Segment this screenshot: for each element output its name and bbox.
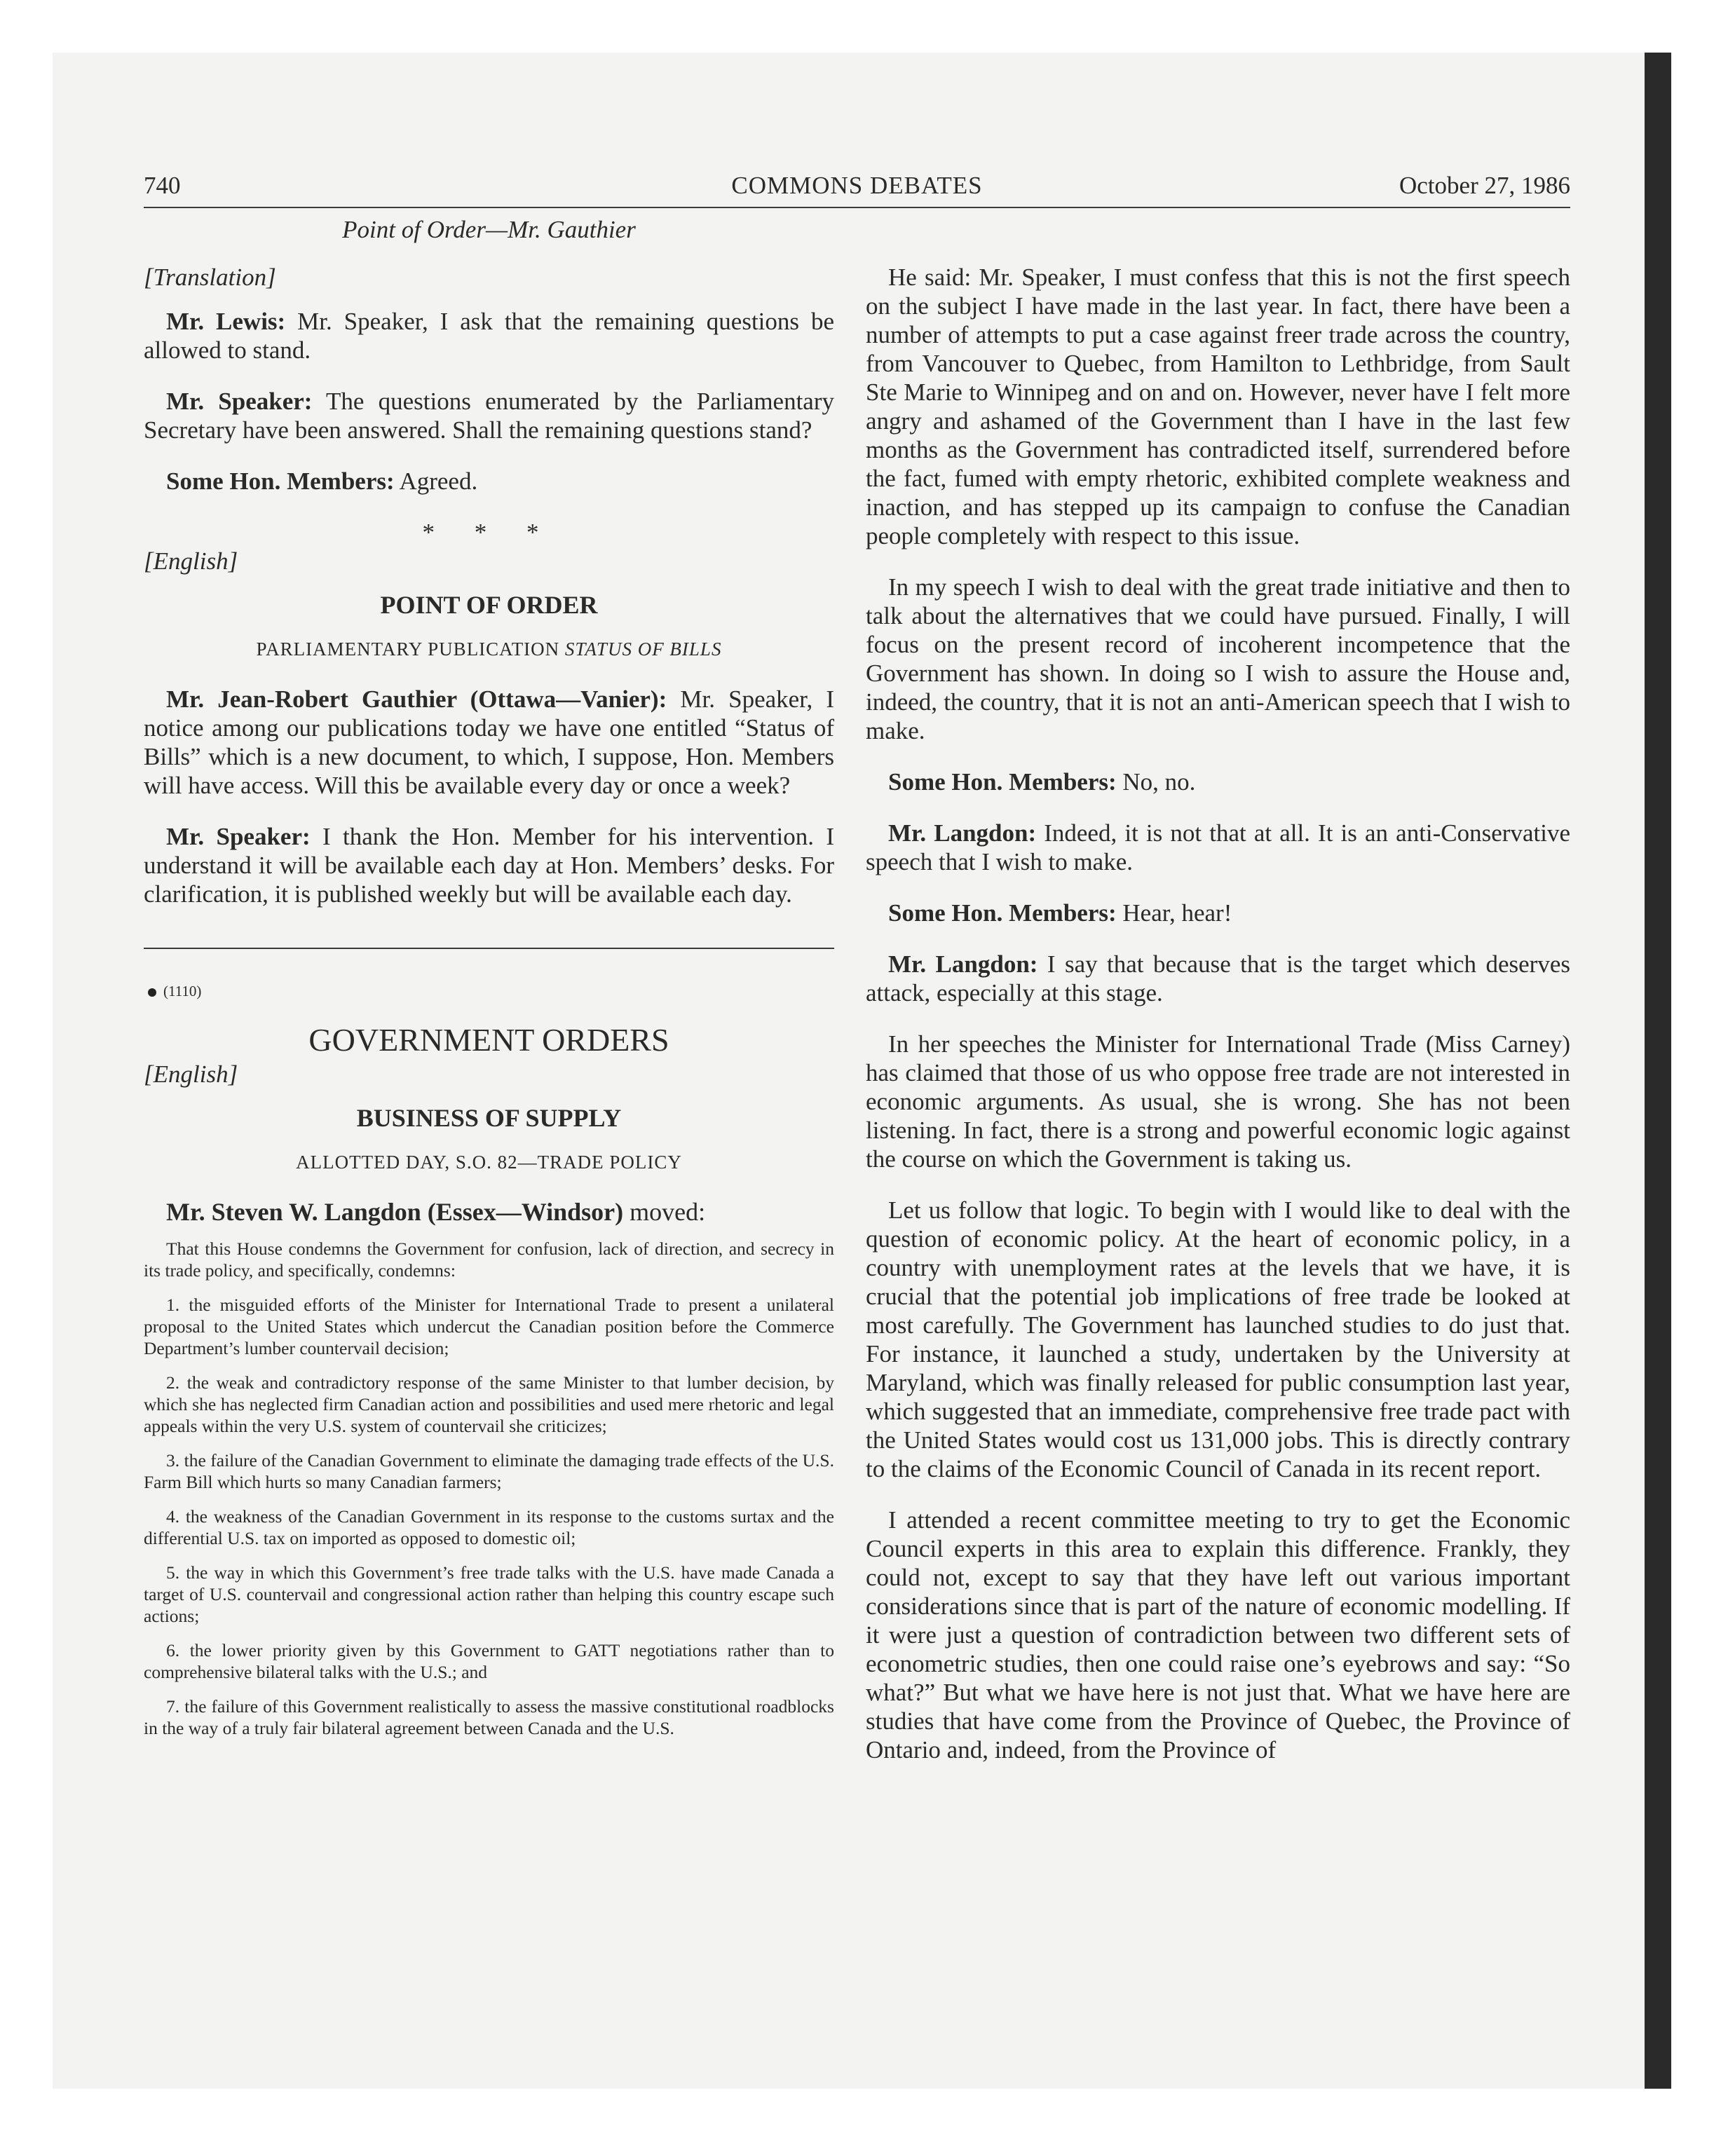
speaker-name: Mr. Lewis: (166, 308, 286, 335)
sub-heading (144, 635, 834, 664)
speech-text: Mr. Speaker, I ask that the remaining questions be allowed to stand. (144, 308, 834, 364)
motion-item: 5. the way in which this Government’s free trade talks with the U.S. have made Canada a target of U.S. countervail and congressional action rather than helping this country escape such actions; (144, 1562, 834, 1626)
language-tag: [English] (144, 1060, 238, 1088)
speaker-name: Mr. Speaker: (166, 388, 313, 415)
paragraph (144, 387, 834, 444)
motion-item: 1. the misguided efforts of the Minister for International Trade to present a unilateral proposal to the United States which undercut the Canadian position before the Commerce Department’s lumber countervail decision; (144, 1295, 834, 1358)
timestamp (148, 977, 834, 1006)
speech-text: I thank the Hon. Member for his intervention. I understand it will be available each day at Hon. Members’ desks. For clarification, it is published weekly but will be available each day. (144, 823, 834, 908)
motion-item: 7. the failure of this Government realistically to assess the massive constitutional roadblocks in the way of a truly fair bilateral agreement between Canada and the U.S. (144, 1696, 834, 1738)
language-tag: [English] (144, 547, 238, 575)
horizontal-rule (144, 948, 834, 949)
speech-text: moved: (623, 1198, 706, 1226)
motion-item: 4. the weakness of the Canadian Government in its response to the customs surtax and the differential U.S. tax on imported as opposed to domestic oil; (144, 1506, 834, 1548)
section-heading: GOVERNMENT ORDERS (308, 1022, 669, 1058)
speech-text: Agreed. (394, 468, 478, 495)
right-column (866, 263, 1570, 1787)
paragraph: I attended a recent committee meeting to try to get the Economic Council experts in this area to explain this difference. Frankly, they could not, except to say that they have left out various important considerations since that is part of the nature of economic modelling. If it were just a question of contradiction between two different sets of econometric studies, then one could raise one’s eyebrows and say: “So what?” But what we have here is not just that. What we have here are studies that have come from the Province of Quebec, the Province of Ontario and, indeed, from the Province of (866, 1506, 1570, 1763)
motion-item: 2. the weak and contradictory response of the same Minister to that lumber decision, by which she has neglected firm Canadian action and possibilities and used mere rhetoric and legal appeals within the very U.S. system of countervail she criticizes; (144, 1372, 834, 1436)
paragraph (144, 467, 834, 496)
motion-mover (144, 1198, 834, 1227)
paragraph: He said: Mr. Speaker, I must confess that this is not the first speech on the subject I have made in the last year. In fact, there have been a number of attempts to put a case against freer trade across the country, from Vancouver to Quebec, from Hamilton to Lethbridge, from Sault Ste Marie to Winnipeg and on and on. However, never have I felt more angry and ashamed of the Government than I have in the last few months as the Government has contradicted itself, surrendered before the fact, fumed with empty rhetoric, exhibited complete weakness and inaction, and has stepped up its campaign to confuse the Canadian people completely with respect to this issue. (866, 264, 1570, 550)
speech-text: The questions enumerated by the Parliamentary Secretary have been answered. Shall the remaining questions stand? (144, 388, 834, 444)
speaker-name: Mr. Langdon: (888, 950, 1038, 978)
sub-heading-italic: STATUS OF BILLS (564, 639, 722, 660)
issue-date: October 27, 1986 (1399, 172, 1570, 199)
speaker-name: Mr. Jean-Robert Gauthier (Ottawa—Vanier): (166, 685, 667, 713)
motion-item: 6. the lower priority given by this Government to GATT negotiations rather than to comprehensive bilateral talks with the U.S.; and (144, 1640, 834, 1682)
speaker-name: Some Hon. Members: (888, 768, 1117, 796)
speech-text: I say that because that is the target which deserves attack, especially at this stage. (866, 950, 1570, 1007)
paragraph: In my speech I wish to deal with the great trade initiative and then to talk about the alternatives that we could have pursued. Finally, I will focus on the present record of incoherent incompetence that the Government has shown. In doing so I wish to assure the House and, indeed, the country, that it is not an anti-American speech that I wish to make. (866, 573, 1570, 744)
section-heading: BUSINESS OF SUPPLY (356, 1104, 622, 1132)
bullet-icon (148, 988, 156, 997)
motion-intro: That this House condemns the Government for confusion, lack of direction, and secrecy in its trade policy, and specifically, condemns: (144, 1239, 834, 1281)
speaker-name: Some Hon. Members: (888, 899, 1117, 927)
sub-heading-caps: PARLIAMENTARY PUBLICATION (256, 639, 565, 660)
speech-text: Indeed, it is not that at all. It is an anti-Conservative speech that I wish to make. (866, 819, 1570, 875)
left-column (144, 263, 834, 1752)
speech-text: Mr. Speaker, I notice among our publications today we have one entitled “Status of Bills” which is a new document, to which, I suppose, Hon. Members will have access. Will this be available every day or once a week? (144, 685, 834, 799)
motion-item: 3. the failure of the Canadian Government to eliminate the damaging trade effects of the U.S. Farm Bill which hurts so many Canadian farmers; (144, 1450, 834, 1492)
speaker-name: Some Hon. Members: (166, 468, 395, 495)
speaker-name: Mr. Steven W. Langdon (Essex—Windsor) (166, 1198, 624, 1226)
scan-edge-shadow (1645, 53, 1671, 2089)
paragraph (866, 899, 1570, 927)
paragraph (144, 307, 834, 364)
page-number: 740 (144, 172, 181, 199)
language-tag: [Translation] (144, 264, 276, 291)
speech-text: Hear, hear! (1116, 899, 1232, 927)
paragraph: Let us follow that logic. To begin with I would like to deal with the question of economic policy. At the heart of economic policy, in a country with unemployment rates at the levels that we have, it is crucial that the potential job implications of free trade be looked at most carefully. The Government has launched studies to do just that. For instance, it launched a study, undertaken by the University at Maryland, which was finally released for public consumption last year, which suggested that an immediate, comprehensive free trade pact with the United States would cost us 131,000 jobs. This is directly contrary to the claims of the Economic Council of Canada in its recent report. (866, 1196, 1570, 1482)
sub-heading: ALLOTTED DAY, S.O. 82—TRADE POLICY (296, 1152, 682, 1173)
speaker-name: Mr. Langdon: (888, 819, 1037, 847)
paragraph (144, 822, 834, 908)
speech-text: No, no. (1116, 768, 1196, 796)
paragraph: In her speeches the Minister for International Trade (Miss Carney) has claimed that those of us who oppose free trade are not interested in economic arguments. As usual, she is wrong. She has not been listening. In fact, there is a strong and powerful economic logic against the course on which the Government is taking us. (866, 1030, 1570, 1173)
paragraph (144, 685, 834, 800)
section-separator: * * * (422, 519, 556, 546)
section-heading: POINT OF ORDER (380, 591, 598, 619)
timestamp-text: (1110) (163, 983, 202, 999)
paragraph (866, 767, 1570, 796)
speaker-name: Mr. Speaker: (166, 823, 311, 850)
motion-text (144, 1238, 834, 1739)
paragraph (866, 950, 1570, 1007)
page-header (144, 170, 1570, 208)
paragraph (866, 819, 1570, 876)
running-head: Point of Order—Mr. Gauthier (342, 216, 636, 243)
publication-title: COMMONS DEBATES (731, 172, 983, 199)
